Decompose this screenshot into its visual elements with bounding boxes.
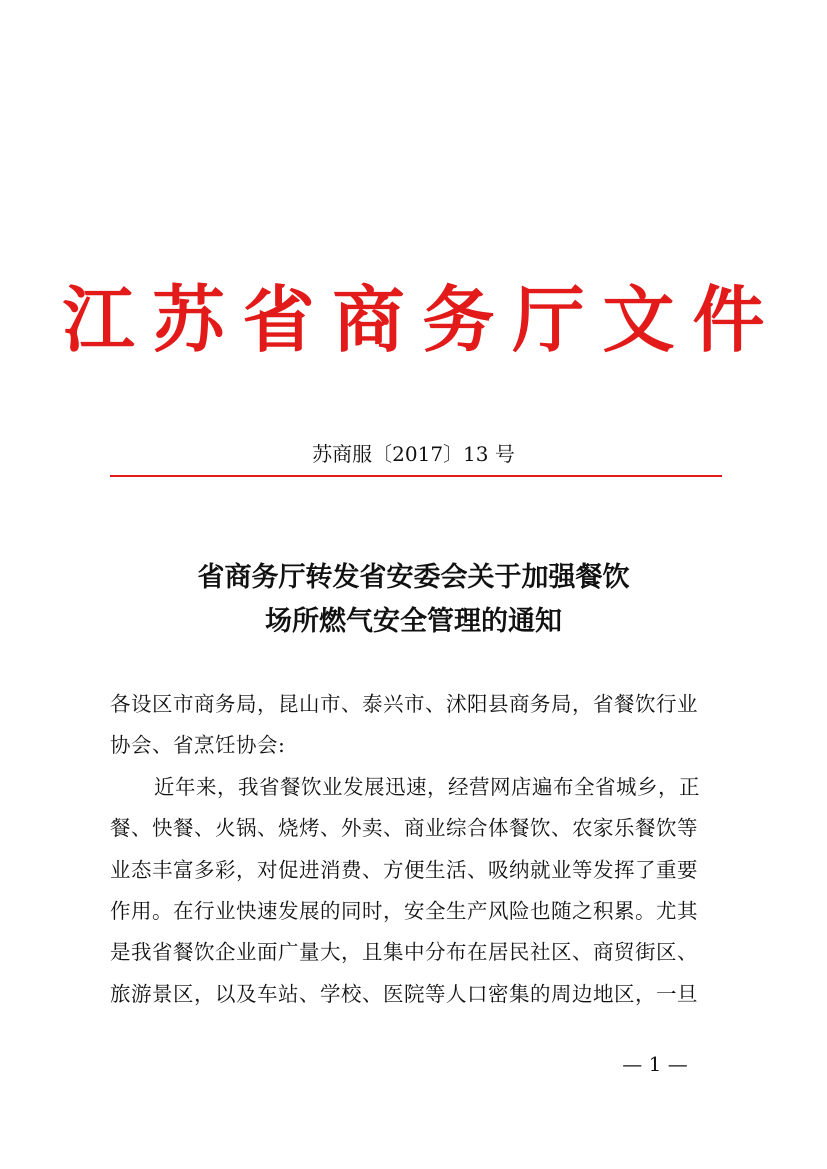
document-number: 苏商服〔2017〕13 号 [312, 442, 515, 466]
recipients-line-1: 各设区市商务局，昆山市、泰兴市、沭阳县商务局，省餐饮行业 [110, 692, 698, 716]
document-title-line-1: 省商务厅转发省安委会关于加强餐饮 [197, 562, 630, 593]
paragraph-line: 旅游景区，以及车站、学校、医院等人口密集的周边地区，一旦 [110, 981, 698, 1006]
paragraph-line: 餐、快餐、火锅、烧烤、外卖、商业综合体餐饮、农家乐餐饮等 [110, 816, 698, 841]
document-body [110, 684, 722, 1015]
paragraph-line: 近年来，我省餐饮业发展迅速，经营网店遍布全省城乡，正 [154, 774, 700, 799]
page-number: — 1 — [622, 1052, 688, 1076]
document-title [0, 556, 827, 644]
document-header-title: 江苏省商务厅文件 [62, 278, 783, 362]
paragraph-line: 作用。在行业快速发展的同时，安全生产风险也随之积累。尤其 [110, 898, 698, 923]
paragraph-line: 是我省餐饮企业面广量大，且集中分布在居民社区、商贸街区、 [110, 940, 698, 965]
document-title-line-2: 场所燃气安全管理的通知 [265, 606, 562, 637]
red-separator-line [110, 475, 722, 477]
paragraph-line: 业态丰富多彩，对促进消费、方便生活、吸纳就业等发挥了重要 [110, 857, 698, 882]
recipients-line-2: 协会、省烹饪协会: [110, 733, 286, 758]
